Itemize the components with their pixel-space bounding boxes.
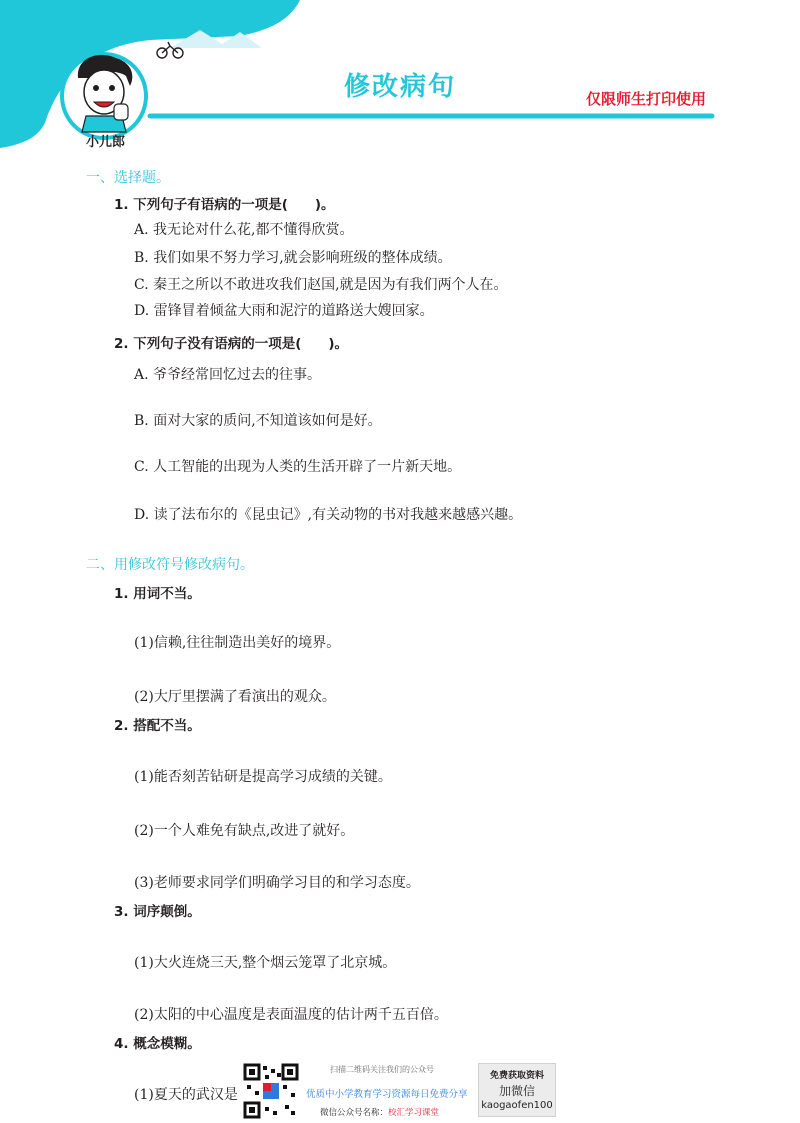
footer-share-text: 优质中小学教育学习资源每日免费分享 [306, 1089, 468, 1100]
wechat-contact-box [478, 1063, 556, 1117]
q1-option-a: A. 我无论对什么花,都不懂得欣赏。 [134, 222, 354, 238]
footer-account-label: 微信公众号名称： [320, 1108, 389, 1118]
q2-option-b: B. 面对大家的质问,不知道该如何是好。 [134, 413, 382, 429]
wechat-box-line2: 加微信 [498, 1084, 535, 1098]
part2-item: (2)大厅里摆满了看演出的观众。 [134, 689, 336, 705]
section-heading-revise: 二、用修改符号修改病句。 [86, 557, 254, 573]
footer-account-line [320, 1106, 439, 1118]
question-1-stem: 1. 下列句子有语病的一项是( )。 [114, 197, 335, 213]
q2-option-a: A. 爷爷经常回忆过去的往事。 [134, 367, 322, 383]
part2-item: (2)一个人难免有缺点,改进了就好。 [134, 823, 355, 839]
part2-title-2: 2. 搭配不当。 [114, 718, 201, 734]
q2-option-c: C. 人工智能的出现为人类的生活开辟了一片新天地。 [134, 459, 462, 475]
brand-name: 小儿郎 [86, 135, 126, 150]
wechat-box-line1: 免费获取资料 [489, 1071, 544, 1081]
page-title: 修改病句 [343, 72, 456, 102]
boy-mascot-avatar [62, 54, 146, 138]
question-2-stem: 2. 下列句子没有语病的一项是( )。 [114, 336, 349, 352]
part2-item: (1)夏天的武汉是 [134, 1087, 238, 1103]
qr-code-icon [243, 1063, 299, 1119]
wechat-box-line3: kaogaofen100 [481, 1100, 553, 1111]
q1-option-c: C. 秦王之所以不敢进攻我们赵国,就是因为有我们两个人在。 [134, 277, 508, 293]
footer-follow-text: 扫描二维码关注我们的公众号 [330, 1065, 434, 1074]
print-only-notice: 仅限师生打印使用 [586, 90, 707, 108]
footer-account-name: 校汇学习课堂 [388, 1108, 440, 1118]
part2-title-3: 3. 词序颠倒。 [114, 904, 201, 920]
part2-title-1: 1. 用词不当。 [114, 586, 201, 602]
section-heading-choice: 一、选择题。 [86, 170, 170, 186]
q1-option-b: B. 我们如果不努力学习,就会影响班级的整体成绩。 [134, 250, 452, 266]
q1-option-d: D. 雷锋冒着倾盆大雨和泥泞的道路送大嫂回家。 [134, 303, 434, 319]
part2-item: (3)老师要求同学们明确学习目的和学习态度。 [134, 875, 420, 891]
part2-item: (2)太阳的中心温度是表面温度的估计两千五百倍。 [134, 1007, 448, 1023]
q2-option-d: D. 读了法布尔的《昆虫记》,有关动物的书对我越来越感兴趣。 [134, 507, 523, 523]
part2-item: (1)能否刻苦钻研是提高学习成绩的关键。 [134, 769, 392, 785]
part2-item: (1)大火连烧三天,整个烟云笼罩了北京城。 [134, 955, 397, 971]
part2-title-4: 4. 概念模糊。 [114, 1036, 201, 1052]
part2-item: (1)信赖,往往制造出美好的境界。 [134, 635, 341, 651]
